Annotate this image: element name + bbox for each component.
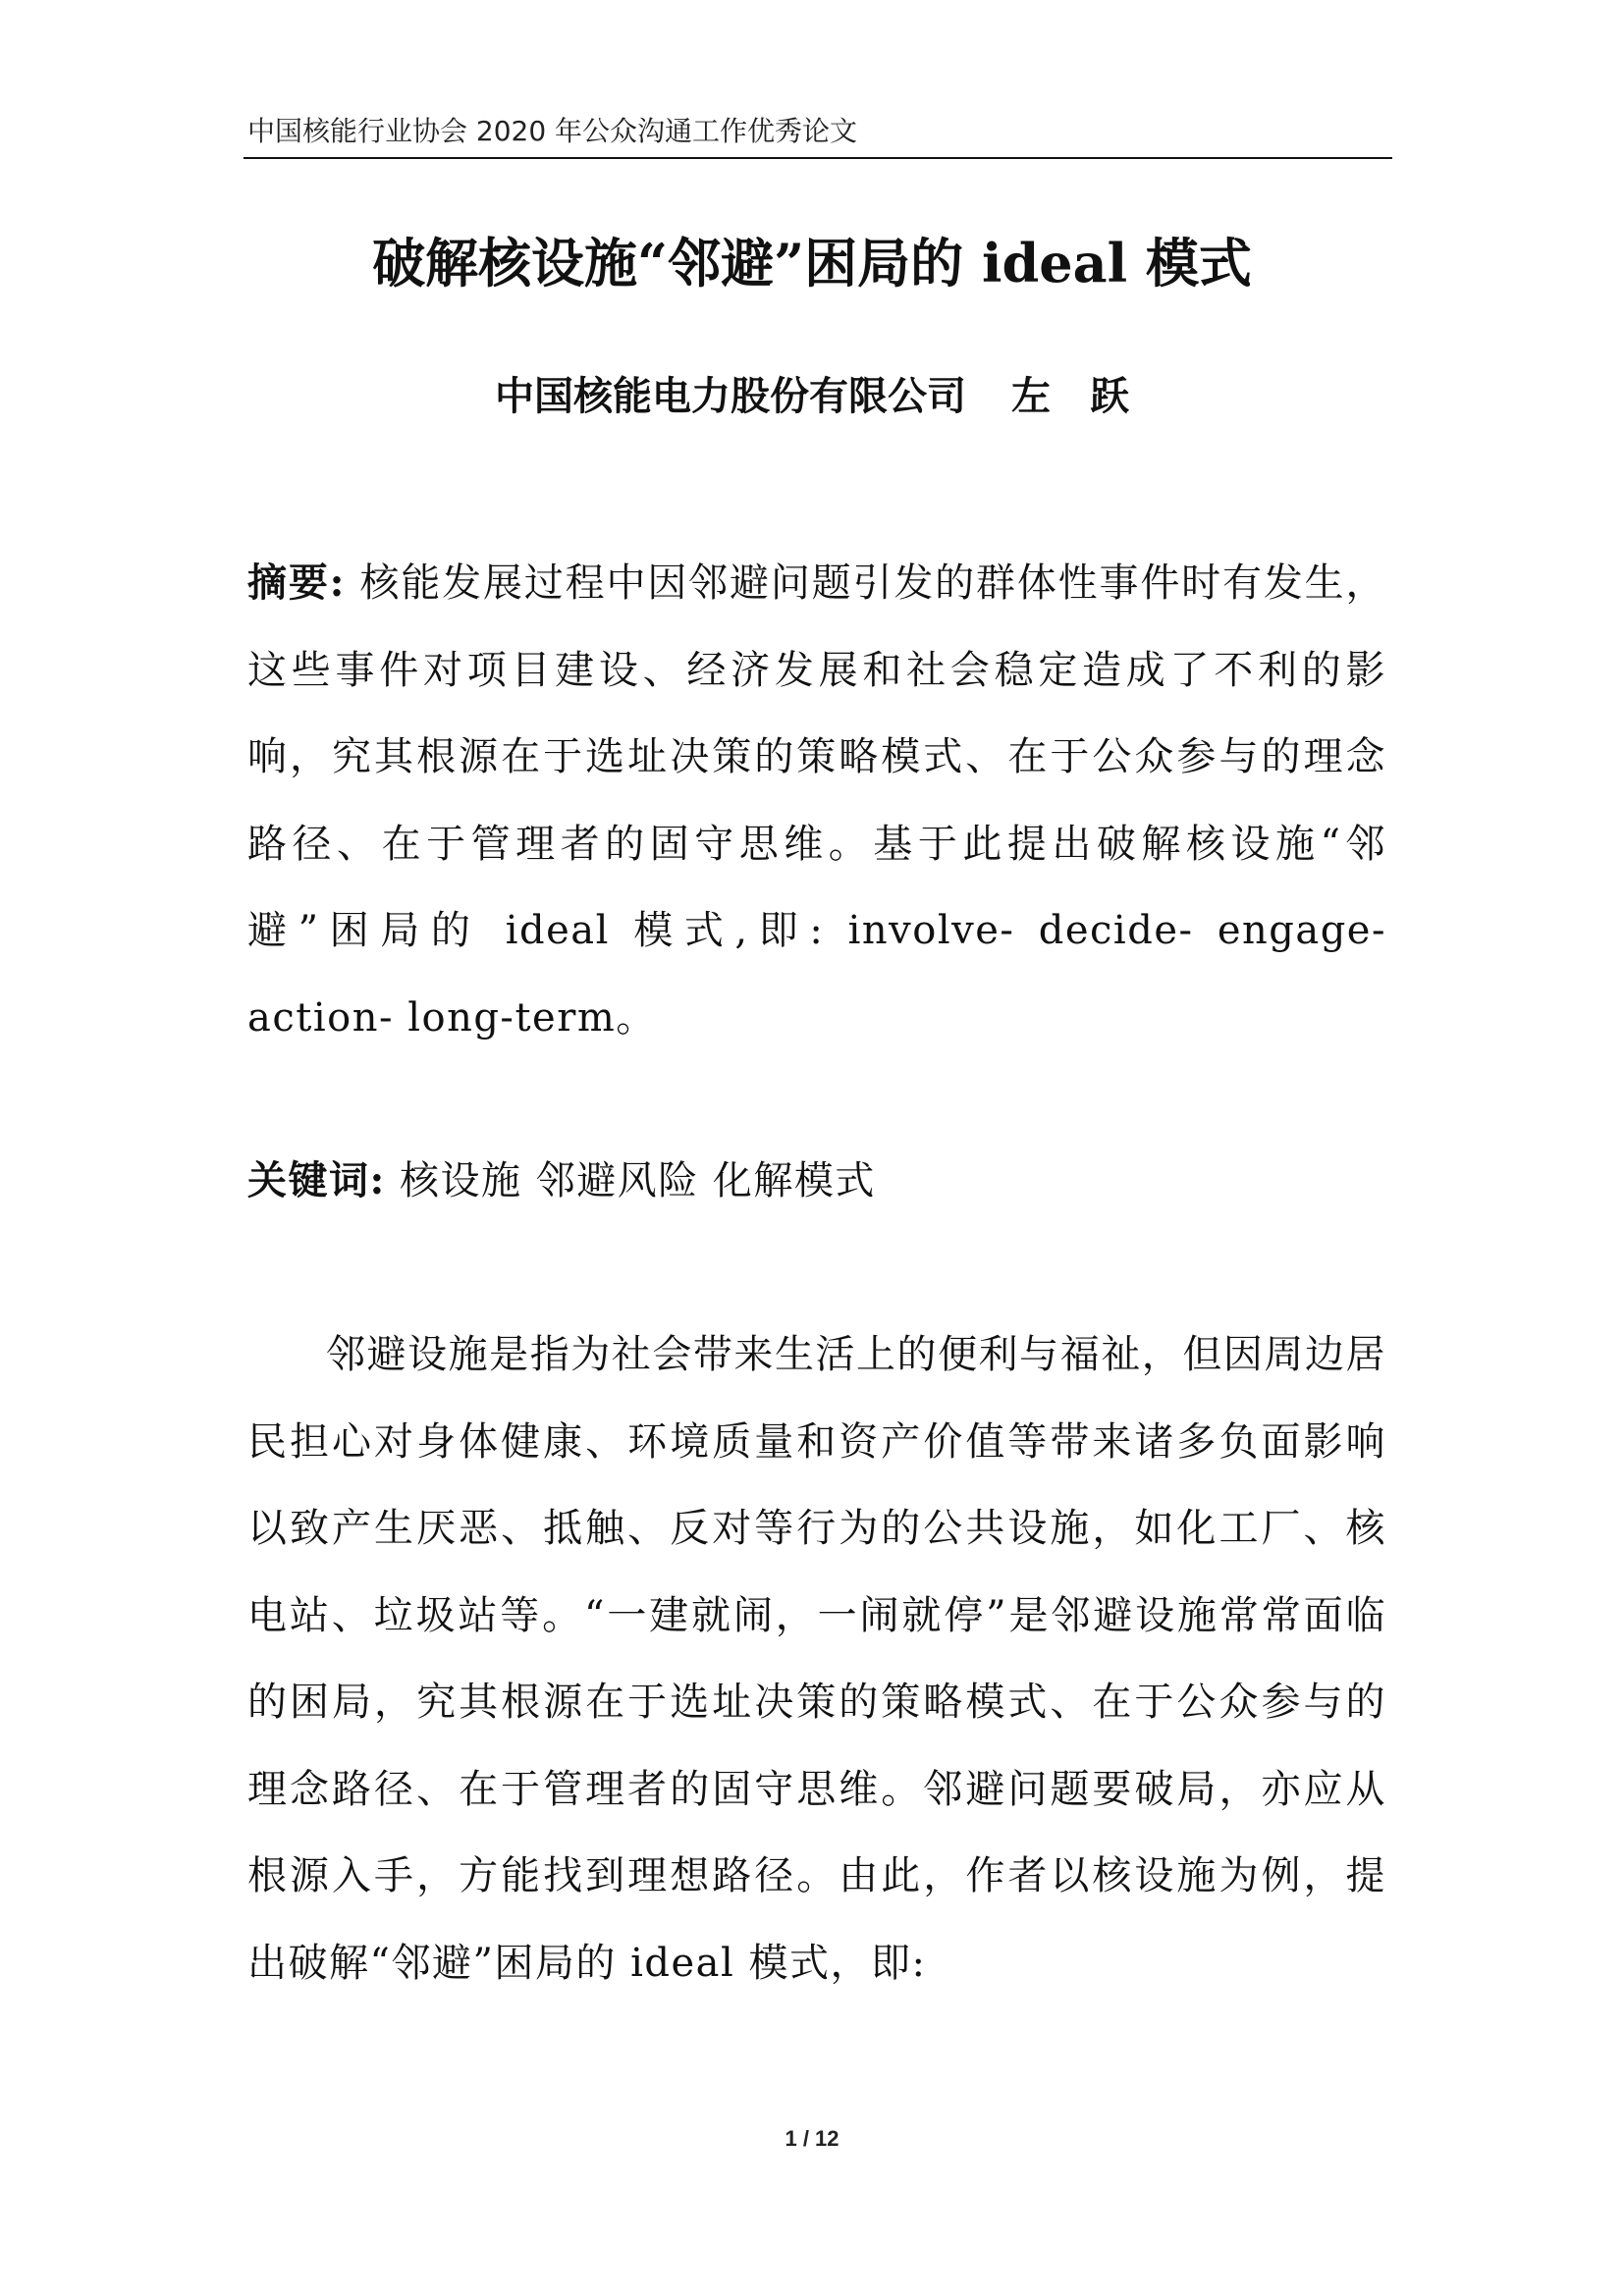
abstract-label: 摘要: [247,560,346,606]
header-divider [244,157,1392,159]
abstract-text: 核能发展过程中因邻避问题引发的群体性事件时有发生，这些事件对项目建设、经济发展和社会稳定造成了不利的影响，究其根源在于选址决策的策略模式、在于公众参与的理念路径、在于管理者的固守思维。基于此提出破解核设施“邻避”困局的 ideal 模式,即: involve- decide- engage- action- long-term。 [247,561,1386,1041]
keywords-text: 核设施 邻避风险 化解模式 [385,1158,876,1203]
keywords-paragraph [247,1138,1386,1225]
abstract-paragraph [247,540,1386,1061]
keywords-label: 关键词: [247,1157,386,1203]
page-number: 1 / 12 [785,2126,839,2151]
intro-paragraph: 邻避设施是指为社会带来生活上的便利与福祉，但因周边居民担心对身体健康、环境质量和资产价值等带来诸多负面影响以致产生厌恶、抵触、反对等行为的公共设施，如化工厂、核电站、垃圾站等。“一建就闹，一闹就停”是邻避设施常常面临的困局，究其根源在于选址决策的策略模式、在于公众参与的理念路径、在于管理者的固守思维。邻避问题要破局，亦应从根源入手，方能找到理想路径。由此，作者以核设施为例，提出破解“邻避”困局的 ideal 模式，即: [247,1332,1386,1986]
running-header: 中国核能行业协会 2020 年公众沟通工作优秀论文 [247,115,858,147]
paper-title: 破解核设施“邻避”困局的 ideal 模式 [372,232,1252,294]
author-line [0,367,1624,426]
author-organization: 中国核能电力股份有限公司 [495,373,966,419]
author-name: 左 跃 [1011,373,1129,419]
